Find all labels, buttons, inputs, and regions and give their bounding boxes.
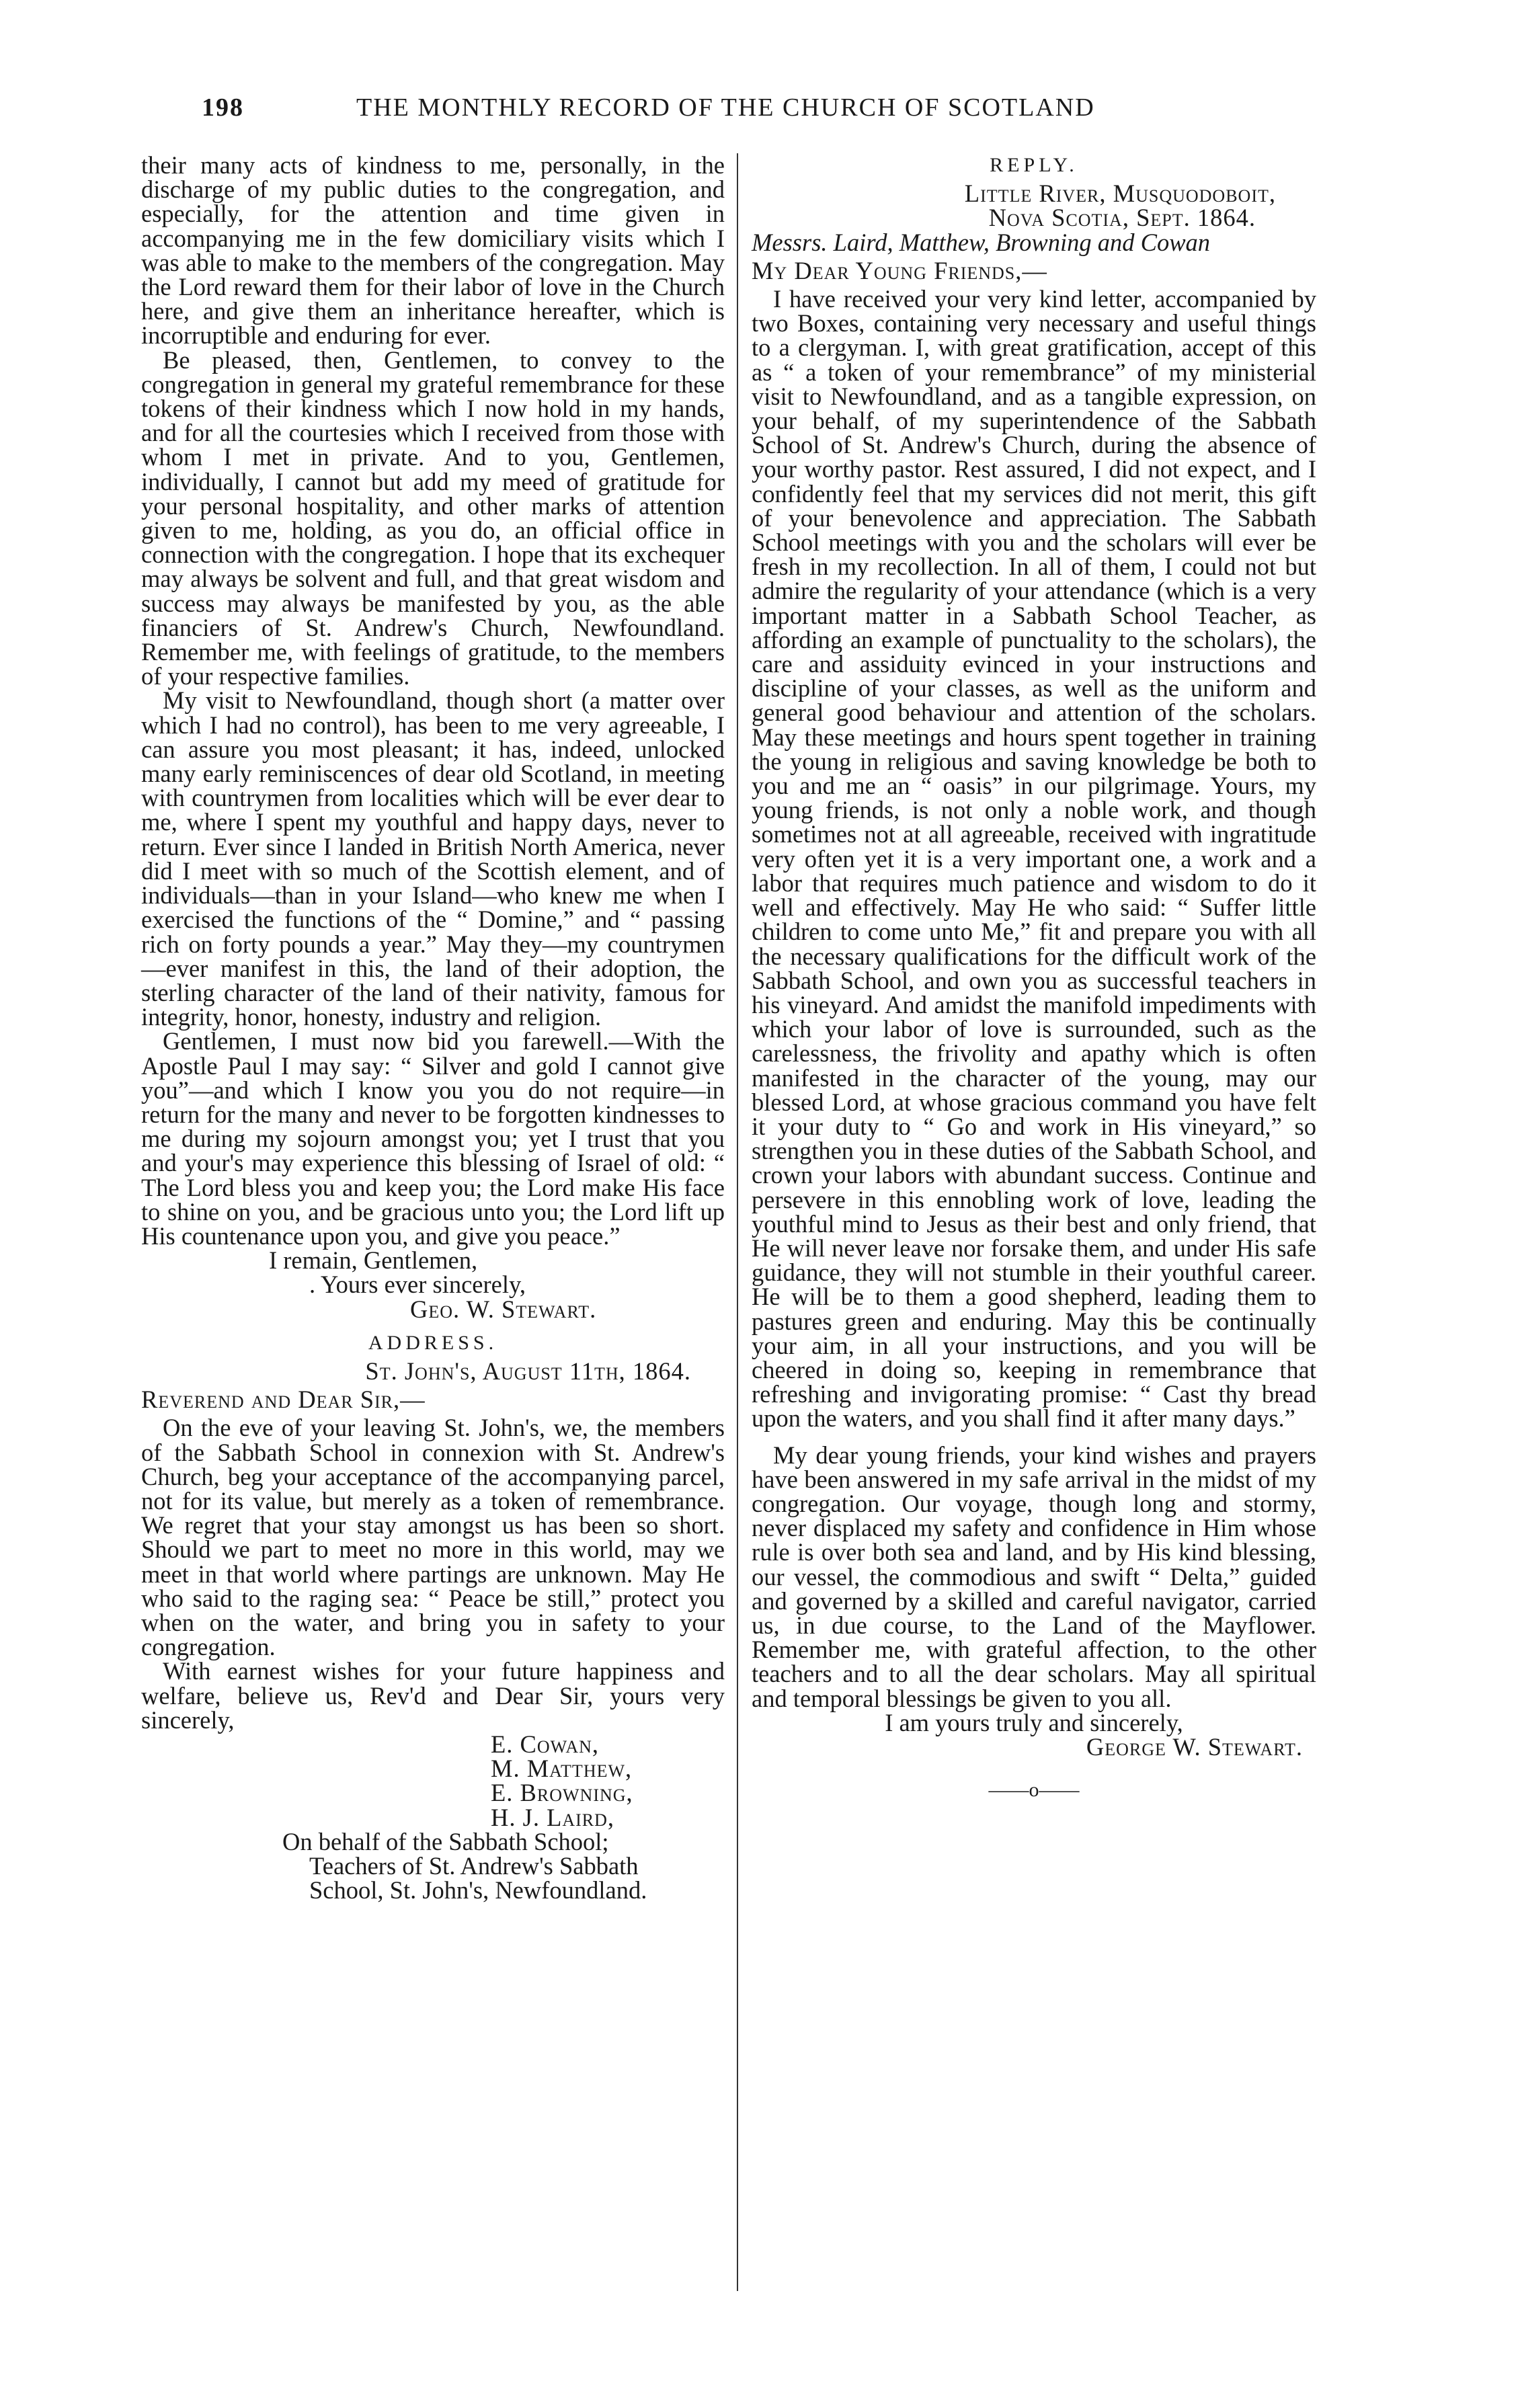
- address-dateline: St. John's, August 11th, 1864.: [365, 1357, 691, 1385]
- closing-line: . Yours ever sincerely,: [309, 1271, 526, 1299]
- behalf-line: Teachers of St. Andrew's Sabbath: [309, 1852, 639, 1880]
- letter-paragraph: Be pleased, then, Gentlemen, to convey to the congregation in general my grateful remembrance for these tokens of their kindness which I now hold in my hands, and for all the courtesies which I received from those with whom I met in private. And to you, Gentlemen, individually, I cannot but add my meed of gratitude for your personal hospitality, and other marks of attention given to me, holding, as you do, an official office in connection with the congregation. I hope that its exchequer may always be solvent and full, and that great wisdom and success may always be manifested by you, as the able financiers of St. Andrew's Church, Newfoundland. Remember me, with feelings of gratitude, to the members of your respective families.: [141, 346, 725, 690]
- section-heading: ADDRESS.: [368, 1331, 498, 1354]
- closing-line: I remain, Gentlemen,: [269, 1246, 478, 1275]
- behalf-line: School, St. John's, Newfoundland.: [309, 1876, 647, 1904]
- column-divider: [737, 153, 738, 2291]
- left-column: [141, 153, 725, 1902]
- signer-name: M. Matthew,: [491, 1755, 633, 1783]
- salutation: My Dear Young Friends,—: [752, 256, 1047, 284]
- section-heading: REPLY.: [990, 154, 1078, 176]
- page-number: 198: [202, 93, 244, 122]
- reply-paragraph: My dear young friends, your kind wishes and prayers have been answered in my safe arrival in the midst of my congregation. Our voyage, though long and stormy, never displaced my safety and confidence in Him whose rule is over both sea and land, and by His kind blessing, our vessel, the commodious and swift “ Delta,” guided and governed by a skilled and careful navigator, carried us, in due course, to the Land of the Mayflower. Remember me, with grateful affection, to the other teachers and to all the dear scholars. May all spiritual and temporal blessings be given to you all.: [752, 1441, 1316, 1712]
- closing-line: I am yours truly and sincerely,: [885, 1708, 1183, 1736]
- signature: Geo. W. Stewart.: [410, 1295, 597, 1323]
- reply-addressees: Messrs. Laird, Matthew, Browning and Cowan: [752, 228, 1211, 256]
- signer-name: E. Cowan,: [491, 1730, 600, 1758]
- end-ornament: ——o——: [988, 1779, 1080, 1802]
- reply-date: Nova Scotia, Sept. 1864.: [988, 204, 1256, 232]
- address-paragraph: On the eve of your leaving St. John's, we, the members of the Sabbath School in connexion with St. Andrew's Church, beg your acceptance of the accompanying parcel, not for its value, but merely as a token of remembrance. We regret that your stay amongst us has been so short. Should we part to meet no more in this world, may we meet in that world where partings are unknown. May He who said to the raging sea: “ Peace be still,” protect you when on the water, and bring you in safety to your congregation.: [141, 1414, 725, 1661]
- address-paragraph: With earnest wishes for your future happiness and welfare, believe us, Rev'd and Dear Sir, yours very sincerely,: [141, 1657, 725, 1734]
- right-column: [752, 153, 1316, 1802]
- salutation: Reverend and Dear Sir,—: [141, 1386, 426, 1414]
- behalf-line: On behalf of the Sabbath School;: [282, 1827, 609, 1855]
- running-header: [202, 93, 1345, 133]
- letter-paragraph: Gentlemen, I must now bid you farewell.—With the Apostle Paul I may say: “ Silver and gold I cannot give you”—and which I know you you do not require—in return for the many and never to be forgotten kindnesses to me during my sojourn amongst you; yet I trust that you and your's may experience this blessing of Israel of old: “ The Lord bless you and keep you; the Lord make His face to shine on you, and be gracious unto you; the Lord lift up His countenance upon you, and give you peace.”: [141, 1027, 725, 1250]
- letter-paragraph: their many acts of kindness to me, personally, in the discharge of my public duties to the congregation, and especially, for the attention and time given in accompanying me in the few domiciliary visits which I was able to make to the members of the congregation. May the Lord reward them for their labor of love in the Church here, and give them an inheritance hereafter, which is incorruptible and enduring for ever.: [141, 151, 725, 350]
- reply-place: Little River, Musquodoboit,: [964, 179, 1276, 208]
- running-title: THE MONTHLY RECORD OF THE CHURCH OF SCOTLAND: [356, 93, 1095, 122]
- signature: George W. Stewart.: [1086, 1733, 1303, 1761]
- reply-paragraph: I have received your very kind letter, accompanied by two Boxes, containing very necessary and useful things to a clergyman. I, with great gratification, accept of this as “ a token of your remembrance” of my ministerial visit to Newfoundland, and as a tangible expression, on your behalf, of my superintendence of the Sabbath School of St. Andrew's Church, during the absence of your worthy pastor. Rest assured, I did not expect, and I confidently feel that my services did not merit, this gift of your benevolence and appreciation. The Sabbath School meetings with you and the scholars will ever be fresh in my recollection. In all of them, I could not but admire the regularity of your attendance (which is a very important matter in a Sabbath School Teacher, as affording an example of punctuality to the scholars), the care and assiduity evinced in your instructions and discipline of your classes, as well as the uniform and general good behaviour and attention of the scholars. May these meetings and hours spent together in training the young in religious and saving knowledge be both to you and me an “ oasis” in our pilgrimage. Yours, my young friends, is not only a noble work, and though sometimes not at all agreeable, received with ingratitude very often yet it is a very important one, a work and a labor that requires much patience and wisdom to do it well and effectively. May He who said: “ Suffer little children to come unto Me,” fit and prepare you with all the necessary qualifications for the difficult work of the Sabbath School, and own you as successful teachers in his vineyard. And amidst the manifold impediments with which your labor of love is surrounded, such as the carelessness, the frivolity and apathy which is often manifested in the character of the young, may our blessed Lord, at whose gracious command you have felt it your duty to “ Go and work in His vineyard,” so strengthen you in these duties of the Sabbath School, and crown your labors with abundant success. Continue and persevere in this ennobling work of love, leading the youthful mind to Jesus as their best and only friend, that He will never leave nor forsake them, and under His safe guidance, they will not stumble in their youthful career. He will be to them a good shepherd, leading them to pastures green and enduring. May this be continually your aim, in all your instructions, and you will be cheered in doing so, keeping in remembrance that refreshing and invigorating promise: “ Cast thy bread upon the waters, and you shall find it after many days.”: [752, 285, 1316, 1433]
- letter-paragraph: My visit to Newfoundland, though short (a matter over which I had no control), has been to me very agreeable, I can assure you most pleasant; it has, indeed, unlocked many early reminiscences of dear old Scotland, in meeting with countrymen from localities which will be ever dear to me, where I spent my youthful and happy days, never to return. Ever since I landed in British North America, never did I meet with so much of the Scottish element, and of individuals—than in your Island—who knew me when I exercised the functions of the “ Domine,” and “ passing rich on forty pounds a year.” May they—my countrymen—ever manifest in this, the land of their adoption, the sterling character of the land of their nativity, famous for integrity, honor, honesty, industry and religion.: [141, 686, 725, 1031]
- signer-name: E. Browning,: [491, 1779, 633, 1807]
- signer-name: H. J. Laird,: [491, 1803, 615, 1831]
